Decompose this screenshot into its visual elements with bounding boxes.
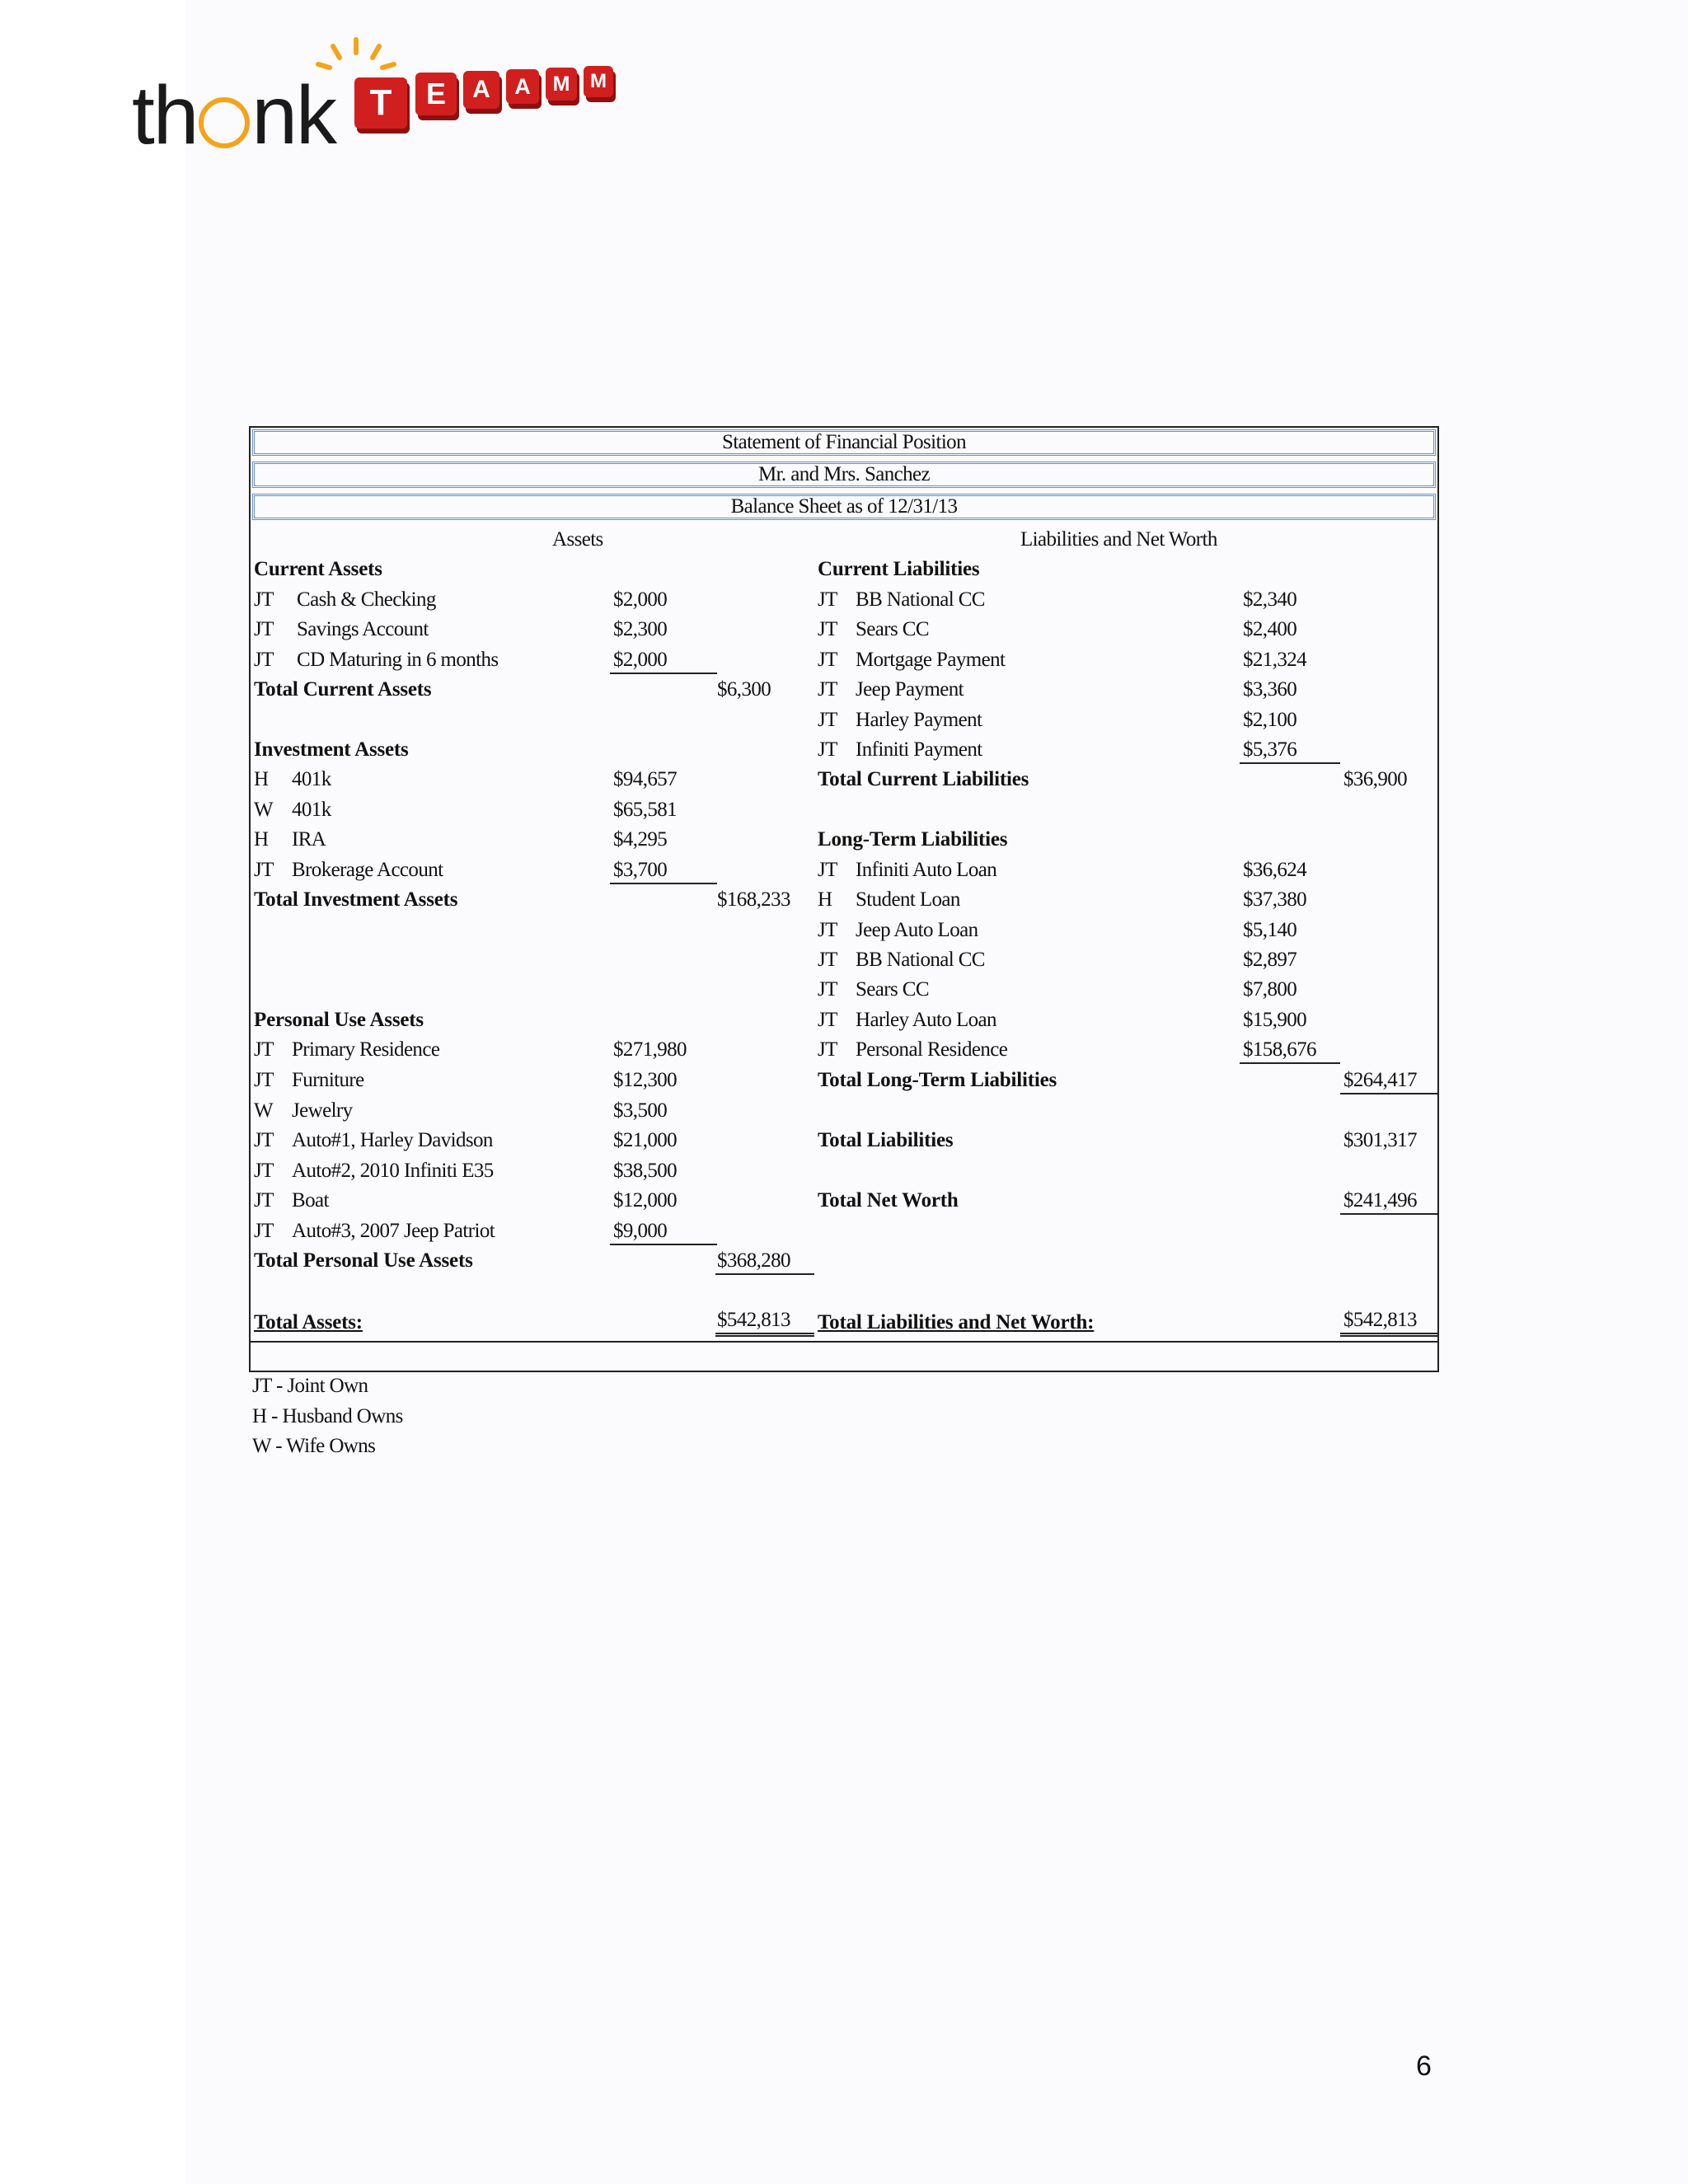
asset-amount: $2,300	[613, 618, 668, 640]
liability-name: Sears CC	[856, 618, 929, 640]
as-of-date: Balance Sheet as of 12/31/13	[252, 494, 1436, 520]
asset-name: Brokerage Account	[292, 859, 443, 881]
logo-word-left: th	[132, 69, 198, 162]
liability-owner: H	[818, 888, 832, 911]
liability-amount: $37,380	[1243, 888, 1307, 911]
total-personal-use-assets-value: $368,280	[715, 1249, 814, 1275]
current-assets-heading: Current Assets	[254, 558, 382, 580]
liability-owner: JT	[818, 709, 837, 731]
asset-amount: $2,000	[613, 588, 668, 611]
asset-amount: $9,000	[610, 1219, 717, 1245]
lightbulb-icon	[199, 97, 250, 148]
liability-name: Harley Payment	[856, 709, 982, 731]
asset-name: Jewelry	[292, 1099, 353, 1122]
asset-name: Auto#2, 2010 Infiniti E35	[292, 1160, 494, 1182]
logo-block: T	[354, 77, 407, 129]
current-liabilities-heading: Current Liabilities	[818, 558, 980, 580]
liabilities-column-header: Liabilities and Net Worth	[1020, 528, 1217, 551]
asset-amount: $3,700	[610, 858, 717, 884]
liability-amount: $21,324	[1243, 649, 1307, 671]
investment-assets-heading: Investment Assets	[254, 738, 409, 761]
liability-amount: $2,897	[1243, 949, 1297, 971]
liability-name: Student Loan	[856, 888, 960, 911]
liability-amount: $7,800	[1243, 978, 1297, 1001]
asset-name: Boat	[292, 1189, 329, 1212]
assets-column-header: Assets	[552, 528, 603, 551]
liability-owner: JT	[818, 588, 837, 611]
liability-name: Infiniti Payment	[856, 738, 982, 761]
asset-amount: $94,657	[613, 768, 678, 790]
total-long-term-liabilities-label: Total Long-Term Liabilities	[818, 1069, 1057, 1091]
liability-name: Personal Residence	[856, 1038, 1008, 1061]
asset-owner: JT	[254, 1220, 274, 1242]
liability-owner: JT	[818, 1009, 837, 1031]
liability-amount: $3,360	[1243, 678, 1297, 701]
logo-block: M	[584, 66, 613, 97]
liability-name: Sears CC	[856, 978, 929, 1001]
legend-husband: H - Husband Owns	[252, 1405, 403, 1427]
asset-name: IRA	[292, 828, 326, 851]
asset-name: Cash & Checking	[297, 588, 436, 611]
liability-name: Harley Auto Loan	[856, 1009, 996, 1031]
liability-owner: JT	[818, 678, 837, 701]
asset-owner: H	[254, 828, 269, 851]
liability-owner: JT	[818, 1038, 837, 1061]
asset-owner: JT	[254, 649, 274, 671]
liability-amount: $2,100	[1243, 709, 1297, 731]
logo-block: M	[546, 68, 577, 101]
asset-name: Auto#1, Harley Davidson	[292, 1129, 493, 1151]
total-investment-assets-label: Total Investment Assets	[254, 888, 458, 911]
liability-name: Mortgage Payment	[856, 649, 1006, 671]
liability-owner: JT	[818, 649, 837, 671]
total-liabilities-net-worth-value: $542,813	[1340, 1308, 1439, 1337]
asset-name: Furniture	[292, 1069, 364, 1091]
liability-name: BB National CC	[856, 588, 985, 611]
asset-name: Savings Account	[297, 618, 429, 640]
asset-owner: JT	[254, 1038, 274, 1061]
liability-amount: $15,900	[1243, 1009, 1307, 1031]
total-net-worth-label: Total Net Worth	[818, 1189, 959, 1212]
asset-owner: JT	[254, 618, 274, 640]
liability-owner: JT	[818, 978, 837, 1001]
total-current-assets-label: Total Current Assets	[254, 678, 432, 701]
asset-owner: H	[254, 768, 269, 790]
total-current-assets-value: $6,300	[717, 678, 771, 701]
asset-amount: $2,000	[610, 648, 717, 674]
financial-statement-table	[249, 426, 1439, 1372]
asset-owner: JT	[254, 1160, 274, 1182]
asset-owner: JT	[254, 1129, 274, 1151]
liability-owner: JT	[818, 949, 837, 971]
liability-amount: $2,400	[1243, 618, 1297, 640]
asset-owner: JT	[254, 1069, 274, 1091]
total-current-liabilities-value: $36,900	[1343, 768, 1408, 790]
asset-name: CD Maturing in 6 months	[297, 649, 499, 671]
logo-block: A	[506, 69, 539, 104]
asset-name: 401k	[292, 799, 331, 821]
total-investment-assets-value: $168,233	[717, 888, 790, 911]
total-liabilities-net-worth-label: Total Liabilities and Net Worth:	[818, 1311, 1095, 1333]
liability-amount: $158,676	[1240, 1038, 1340, 1064]
statement-title: Statement of Financial Position	[252, 429, 1436, 456]
total-liabilities-value: $301,317	[1343, 1129, 1417, 1151]
asset-amount: $65,581	[613, 799, 678, 821]
asset-owner: JT	[254, 1189, 274, 1212]
asset-amount: $271,980	[613, 1038, 687, 1061]
think-teamm-logo	[132, 33, 607, 162]
logo-block: A	[463, 71, 499, 109]
client-name: Mr. and Mrs. Sanchez	[252, 462, 1436, 488]
asset-amount: $38,500	[613, 1160, 678, 1182]
long-term-liabilities-heading: Long-Term Liabilities	[818, 828, 1008, 851]
asset-name: Primary Residence	[292, 1038, 440, 1061]
asset-owner: W	[254, 799, 273, 821]
total-assets-value: $542,813	[715, 1308, 814, 1337]
liability-name: Jeep Auto Loan	[856, 919, 978, 941]
liability-name: Jeep Payment	[856, 678, 964, 701]
logo-wordmark	[132, 66, 335, 165]
asset-owner: W	[254, 1099, 273, 1122]
liability-name: BB National CC	[856, 949, 985, 971]
page-number: 6	[1416, 2050, 1432, 2082]
liability-owner: JT	[818, 738, 837, 761]
liability-amount: $5,376	[1240, 738, 1340, 764]
personal-use-assets-heading: Personal Use Assets	[254, 1009, 424, 1031]
table-bottom-rule	[251, 1341, 1437, 1343]
liability-name: Infiniti Auto Loan	[856, 859, 997, 881]
asset-amount: $21,000	[613, 1129, 678, 1151]
asset-amount: $4,295	[613, 828, 668, 851]
total-long-term-liabilities-value: $264,417	[1340, 1068, 1439, 1094]
total-assets-label: Total Assets:	[254, 1311, 363, 1333]
total-net-worth-value: $241,496	[1340, 1188, 1439, 1215]
logo-word-right: nk	[251, 69, 336, 162]
liability-owner: JT	[818, 618, 837, 640]
liability-owner: JT	[818, 859, 837, 881]
asset-amount: $12,000	[613, 1189, 678, 1212]
asset-owner: JT	[254, 859, 274, 881]
asset-amount: $3,500	[613, 1099, 668, 1122]
asset-name: Auto#3, 2007 Jeep Patriot	[292, 1220, 495, 1242]
total-current-liabilities-label: Total Current Liabilities	[818, 768, 1029, 790]
total-liabilities-label: Total Liabilities	[818, 1129, 954, 1151]
asset-owner: JT	[254, 588, 274, 611]
legend-joint: JT - Joint Own	[252, 1375, 368, 1397]
logo-block: E	[415, 73, 457, 115]
liability-amount: $2,340	[1243, 588, 1297, 611]
asset-amount: $12,300	[613, 1069, 678, 1091]
total-personal-use-assets-label: Total Personal Use Assets	[254, 1249, 473, 1272]
liability-owner: JT	[818, 919, 837, 941]
liability-amount: $5,140	[1243, 919, 1297, 941]
asset-name: 401k	[292, 768, 331, 790]
legend-wife: W - Wife Owns	[252, 1435, 376, 1457]
liability-amount: $36,624	[1243, 859, 1307, 881]
